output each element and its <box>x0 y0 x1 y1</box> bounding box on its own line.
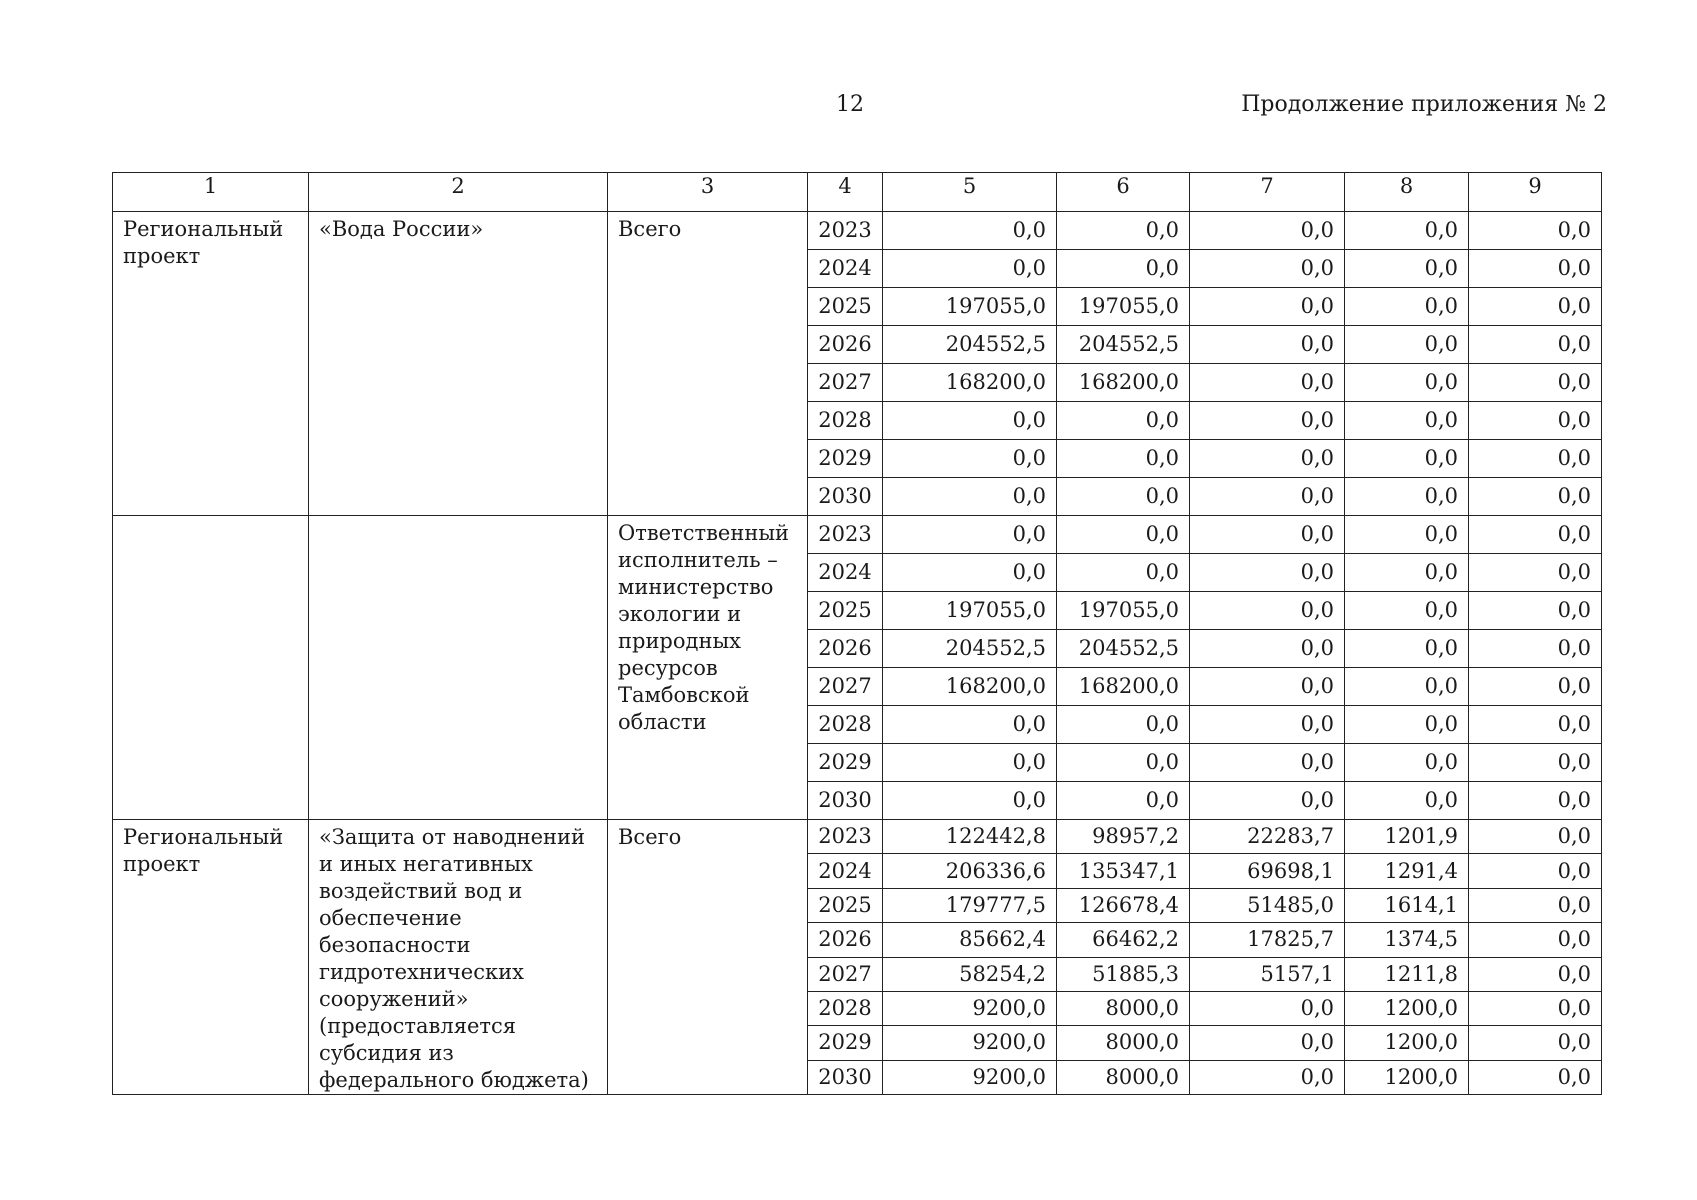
cell-value: 9200,0 <box>883 1060 1057 1094</box>
cell-value: 126678,4 <box>1057 888 1190 922</box>
cell-value: 0,0 <box>1190 630 1345 668</box>
cell-value: 204552,5 <box>1057 630 1190 668</box>
column-header: 1 <box>113 173 309 212</box>
cell-value: 204552,5 <box>883 326 1057 364</box>
column-header: 8 <box>1345 173 1469 212</box>
cell-value: 51485,0 <box>1190 888 1345 922</box>
cell-value: 179777,5 <box>883 888 1057 922</box>
cell-value: 0,0 <box>1345 630 1469 668</box>
cell-value: 0,0 <box>1469 888 1602 922</box>
cell-value: 0,0 <box>1057 706 1190 744</box>
cell-year: 2027 <box>808 668 883 706</box>
cell-value: 0,0 <box>1345 288 1469 326</box>
cell-value: 66462,2 <box>1057 923 1190 957</box>
cell-value: 0,0 <box>883 402 1057 440</box>
cell-value: 1201,9 <box>1345 820 1469 854</box>
cell-value: 1200,0 <box>1345 1026 1469 1060</box>
cell-value: 1374,5 <box>1345 923 1469 957</box>
cell-value: 0,0 <box>1469 668 1602 706</box>
cell-value: 0,0 <box>1345 516 1469 554</box>
cell-value: 0,0 <box>1190 592 1345 630</box>
cell-value: 0,0 <box>1190 250 1345 288</box>
cell-value: 168200,0 <box>1057 364 1190 402</box>
cell-col1: Региональный проект <box>113 820 309 1095</box>
cell-value: 0,0 <box>1469 402 1602 440</box>
cell-value: 197055,0 <box>883 288 1057 326</box>
cell-year: 2029 <box>808 744 883 782</box>
cell-year: 2027 <box>808 364 883 402</box>
cell-col3: Ответственный исполнитель – министерство экологии и природных ресурсов Тамбовской области <box>608 516 808 820</box>
cell-value: 1200,0 <box>1345 1060 1469 1094</box>
cell-value: 0,0 <box>1345 478 1469 516</box>
cell-year: 2029 <box>808 440 883 478</box>
cell-value: 0,0 <box>1469 1060 1602 1094</box>
cell-value: 9200,0 <box>883 991 1057 1025</box>
cell-value: 8000,0 <box>1057 1026 1190 1060</box>
cell-col3: Всего <box>608 212 808 516</box>
cell-value: 0,0 <box>1190 440 1345 478</box>
cell-value: 0,0 <box>1190 782 1345 820</box>
cell-value: 0,0 <box>1469 364 1602 402</box>
cell-value: 85662,4 <box>883 923 1057 957</box>
cell-value: 0,0 <box>1190 364 1345 402</box>
cell-value: 0,0 <box>1469 782 1602 820</box>
cell-value: 9200,0 <box>883 1026 1057 1060</box>
cell-value: 0,0 <box>1190 326 1345 364</box>
cell-value: 0,0 <box>1057 250 1190 288</box>
column-header: 6 <box>1057 173 1190 212</box>
cell-value: 0,0 <box>1469 250 1602 288</box>
cell-year: 2030 <box>808 478 883 516</box>
cell-value: 0,0 <box>1469 957 1602 991</box>
cell-value: 8000,0 <box>1057 991 1190 1025</box>
cell-value: 0,0 <box>1469 592 1602 630</box>
cell-value: 0,0 <box>1469 991 1602 1025</box>
cell-value: 0,0 <box>1345 592 1469 630</box>
cell-year: 2030 <box>808 1060 883 1094</box>
cell-value: 204552,5 <box>883 630 1057 668</box>
cell-value: 0,0 <box>883 440 1057 478</box>
cell-value: 197055,0 <box>1057 592 1190 630</box>
page-number: 12 <box>836 92 864 117</box>
cell-value: 0,0 <box>1345 706 1469 744</box>
table-row <box>113 212 1602 250</box>
table-header-row <box>113 173 1602 212</box>
column-header: 3 <box>608 173 808 212</box>
column-header: 9 <box>1469 173 1602 212</box>
cell-value: 0,0 <box>1057 212 1190 250</box>
cell-col1: Региональный проект <box>113 212 309 516</box>
cell-value: 0,0 <box>1190 1026 1345 1060</box>
column-header: 2 <box>309 173 608 212</box>
cell-value: 0,0 <box>1469 212 1602 250</box>
cell-year: 2027 <box>808 957 883 991</box>
cell-value: 0,0 <box>1469 478 1602 516</box>
cell-value: 0,0 <box>1345 440 1469 478</box>
cell-value: 0,0 <box>1469 516 1602 554</box>
cell-year: 2023 <box>808 516 883 554</box>
cell-value: 0,0 <box>1057 782 1190 820</box>
cell-value: 0,0 <box>1190 212 1345 250</box>
cell-value: 0,0 <box>1345 782 1469 820</box>
cell-value: 0,0 <box>1190 991 1345 1025</box>
cell-value: 0,0 <box>1057 402 1190 440</box>
cell-col1 <box>113 516 309 820</box>
cell-value: 1291,4 <box>1345 854 1469 888</box>
cell-year: 2024 <box>808 554 883 592</box>
table-row <box>113 820 1602 854</box>
cell-value: 0,0 <box>1345 326 1469 364</box>
cell-value: 0,0 <box>1190 516 1345 554</box>
cell-value: 0,0 <box>1345 668 1469 706</box>
cell-value: 0,0 <box>1345 250 1469 288</box>
cell-value: 0,0 <box>883 516 1057 554</box>
cell-value: 17825,7 <box>1190 923 1345 957</box>
cell-value: 0,0 <box>1345 554 1469 592</box>
cell-year: 2028 <box>808 706 883 744</box>
cell-value: 0,0 <box>883 782 1057 820</box>
cell-value: 22283,7 <box>1190 820 1345 854</box>
cell-year: 2026 <box>808 326 883 364</box>
cell-year: 2023 <box>808 820 883 854</box>
cell-value: 0,0 <box>1469 326 1602 364</box>
column-header: 4 <box>808 173 883 212</box>
cell-value: 0,0 <box>1190 744 1345 782</box>
cell-value: 168200,0 <box>883 668 1057 706</box>
cell-value: 0,0 <box>1057 478 1190 516</box>
cell-value: 0,0 <box>1190 1060 1345 1094</box>
cell-col2: «Защита от наводнений и иных негативных воздействий вод и обеспечение безопасности гидротехнических сооружений» (предоставляется субсидия из федерального бюджета) <box>309 820 608 1095</box>
cell-value: 168200,0 <box>1057 668 1190 706</box>
cell-value: 0,0 <box>1057 516 1190 554</box>
cell-value: 197055,0 <box>1057 288 1190 326</box>
cell-value: 0,0 <box>883 706 1057 744</box>
cell-col2: «Вода России» <box>309 212 608 516</box>
cell-value: 0,0 <box>1345 744 1469 782</box>
cell-value: 0,0 <box>1345 212 1469 250</box>
cell-value: 0,0 <box>1469 744 1602 782</box>
cell-value: 168200,0 <box>883 364 1057 402</box>
cell-value: 0,0 <box>1057 554 1190 592</box>
cell-value: 204552,5 <box>1057 326 1190 364</box>
cell-col2 <box>309 516 608 820</box>
cell-value: 58254,2 <box>883 957 1057 991</box>
cell-year: 2026 <box>808 630 883 668</box>
column-header: 7 <box>1190 173 1345 212</box>
cell-value: 1614,1 <box>1345 888 1469 922</box>
cell-value: 1211,8 <box>1345 957 1469 991</box>
cell-value: 5157,1 <box>1190 957 1345 991</box>
cell-year: 2030 <box>808 782 883 820</box>
cell-value: 69698,1 <box>1190 854 1345 888</box>
cell-year: 2023 <box>808 212 883 250</box>
table-row <box>113 516 1602 554</box>
cell-value: 0,0 <box>883 744 1057 782</box>
cell-value: 98957,2 <box>1057 820 1190 854</box>
cell-year: 2028 <box>808 402 883 440</box>
cell-value: 0,0 <box>1190 706 1345 744</box>
cell-value: 0,0 <box>1469 288 1602 326</box>
cell-year: 2025 <box>808 592 883 630</box>
cell-value: 197055,0 <box>883 592 1057 630</box>
column-header: 5 <box>883 173 1057 212</box>
financing-table <box>112 172 1602 1095</box>
cell-value: 8000,0 <box>1057 1060 1190 1094</box>
cell-value: 0,0 <box>883 212 1057 250</box>
cell-year: 2025 <box>808 888 883 922</box>
cell-year: 2024 <box>808 854 883 888</box>
cell-value: 0,0 <box>883 478 1057 516</box>
cell-year: 2024 <box>808 250 883 288</box>
cell-year: 2029 <box>808 1026 883 1060</box>
cell-value: 0,0 <box>1190 288 1345 326</box>
cell-value: 51885,3 <box>1057 957 1190 991</box>
cell-value: 0,0 <box>1469 820 1602 854</box>
cell-value: 0,0 <box>1057 744 1190 782</box>
cell-value: 0,0 <box>1469 1026 1602 1060</box>
cell-value: 206336,6 <box>883 854 1057 888</box>
cell-value: 0,0 <box>1057 440 1190 478</box>
cell-value: 0,0 <box>1190 402 1345 440</box>
cell-value: 0,0 <box>1190 668 1345 706</box>
cell-col3: Всего <box>608 820 808 1095</box>
cell-value: 0,0 <box>1469 923 1602 957</box>
cell-value: 0,0 <box>1469 630 1602 668</box>
cell-value: 0,0 <box>1190 554 1345 592</box>
cell-value: 0,0 <box>1469 706 1602 744</box>
cell-value: 135347,1 <box>1057 854 1190 888</box>
cell-value: 0,0 <box>1469 440 1602 478</box>
cell-year: 2026 <box>808 923 883 957</box>
cell-value: 0,0 <box>1469 854 1602 888</box>
cell-value: 0,0 <box>883 250 1057 288</box>
cell-value: 0,0 <box>1345 364 1469 402</box>
cell-value: 0,0 <box>883 554 1057 592</box>
cell-value: 0,0 <box>1345 402 1469 440</box>
cell-value: 0,0 <box>1190 478 1345 516</box>
cell-value: 1200,0 <box>1345 991 1469 1025</box>
cell-value: 122442,8 <box>883 820 1057 854</box>
cell-year: 2028 <box>808 991 883 1025</box>
cell-year: 2025 <box>808 288 883 326</box>
cell-value: 0,0 <box>1469 554 1602 592</box>
page-header-note: Продолжение приложения № 2 <box>1241 92 1607 117</box>
